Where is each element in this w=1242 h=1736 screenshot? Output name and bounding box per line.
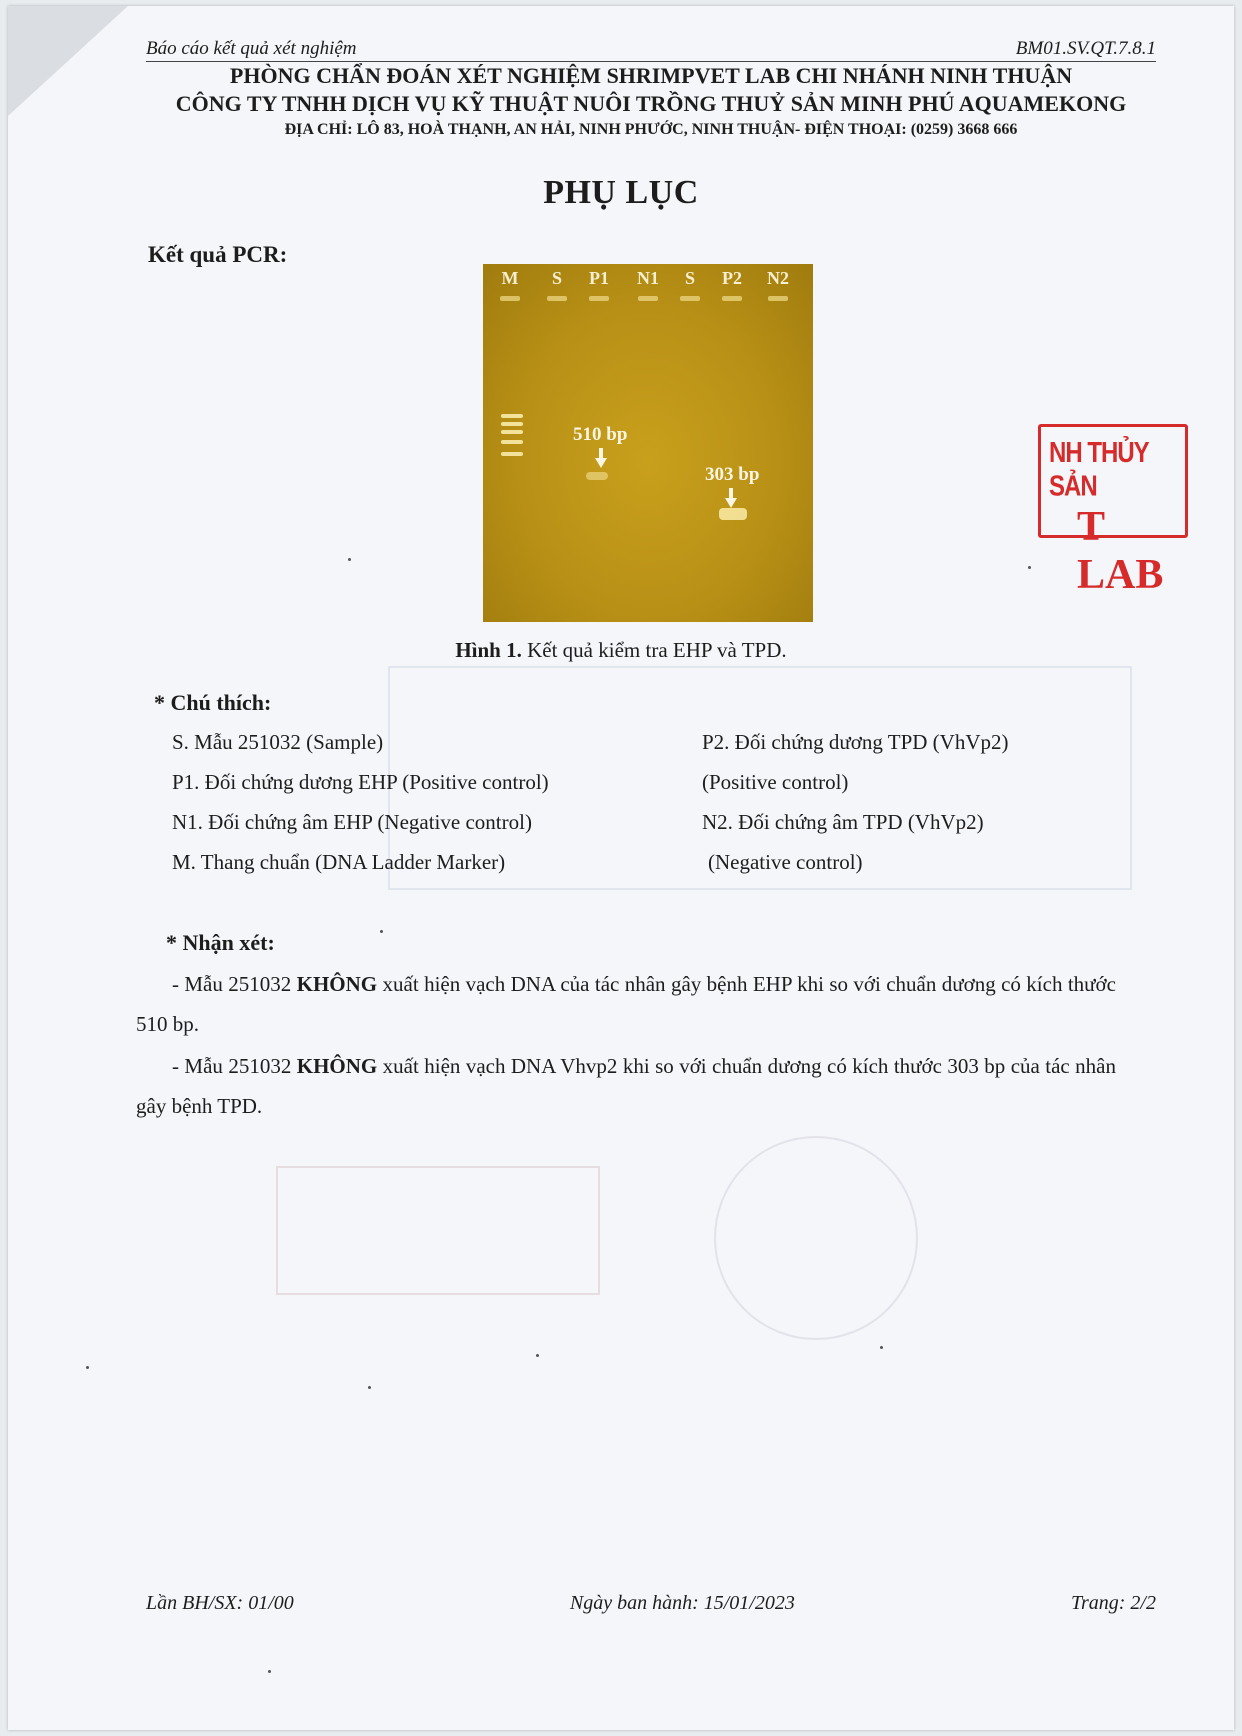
lane-label-m: M [501,268,519,288]
band-510 [586,472,608,480]
scan-speck [348,558,351,561]
remarks-title: * Nhận xét: [166,930,275,955]
remark-ehp-prefix: - Mẫu 251032 [172,972,297,996]
scan-speck [1028,566,1031,569]
gel-well [589,296,609,301]
scan-speck [536,1354,539,1357]
ladder-band [501,414,523,418]
arrow-down-icon [725,498,737,508]
pcr-gel-image [483,264,813,622]
band-303 [719,508,747,520]
lane-label-s2: S [684,268,695,288]
band-label-510: 510 bp [573,424,628,445]
remark-tpd-text: xuất hiện vạch DNA Vhvp2 khi so với chuẩn dương có kích thước 303 bp của tác nhân gây bệnh TPD. [136,1054,1116,1118]
legend-item-n2-note: (Negative control) [708,850,863,874]
ladder-band [501,430,523,434]
remark-ehp [136,964,1116,1044]
lab-stamp [1038,424,1188,598]
stamp-bottom-text: T LAB [1077,504,1164,598]
legend-item-p2: P2. Đối chứng dương TPD (VhVp2) [702,730,1009,754]
legend-item-p1: P1. Đối chứng dương EHP (Positive control) [172,770,549,794]
gel-well [638,296,658,301]
figure-caption [8,638,1234,663]
gel-well [500,296,520,301]
scan-speck [86,1366,89,1369]
gel-well [768,296,788,301]
pcr-section-label: Kết quả PCR: [148,242,288,267]
arrow-303-shaft [729,488,733,498]
ladder-band [501,452,523,456]
lane-label-p1: P1 [589,268,609,288]
remark-tpd-prefix: - Mẫu 251032 [172,1054,297,1078]
remark-tpd [136,1046,1116,1126]
document-page [8,6,1234,1730]
legend-item-marker: M. Thang chuẩn (DNA Ladder Marker) [172,850,506,874]
address-line: ĐỊA CHỈ: LÔ 83, HOÀ THẠNH, AN HẢI, NINH PHƯỚC, NINH THUẬN- ĐIỆN THOẠI: (0259) 3668 666 [284,121,1018,138]
arrow-down-icon [595,458,607,468]
scan-speck [880,1346,883,1349]
lane-label-s1: S [551,268,562,288]
arrow-510-shaft [599,448,603,458]
lab-name: PHÒNG CHẨN ĐOÁN XÉT NGHIỆM SHRIMPVET LAB CHI NHÁNH NINH THUẬN [229,63,1073,88]
bleed-through-stamp [276,1166,600,1295]
remark-tpd-emphasis: KHÔNG [296,1054,378,1078]
gel-well [722,296,742,301]
ladder-band [501,422,523,426]
footer-issue: Lần BH/SX: 01/00 [146,1592,294,1614]
header-top-row [146,38,1156,62]
page-corner-fold [8,6,128,116]
remark-ehp-text: xuất hiện vạch DNA của tác nhân gây bệnh EHP khi so với chuẩn dương có kích thước 510 bp. [136,972,1116,1036]
lane-label-n1: N1 [637,268,659,288]
scan-speck [380,930,383,933]
footer-date: Ngày ban hành: 15/01/2023 [569,1592,795,1614]
page-title: PHỤ LỤC [543,174,699,211]
caption-text: Kết quả kiểm tra EHP và TPD. [521,638,787,662]
doc-type-label: Báo cáo kết quả xét nghiệm [146,38,357,59]
band-label-303: 303 bp [705,464,760,485]
footer-page: Trang: 2/2 [1070,1592,1156,1614]
remark-ehp-emphasis: KHÔNG [296,972,378,996]
legend-title: * Chú thích: [154,690,272,715]
lane-label-n2: N2 [767,268,789,288]
gel-well [547,296,567,301]
legend-item-n1: N1. Đối chứng âm EHP (Negative control) [172,810,532,834]
form-code: BM01.SV.QT.7.8.1 [1015,38,1156,59]
legend-item-n2: N2. Đối chứng âm TPD (VhVp2) [702,810,984,834]
document-footer [146,1592,1156,1615]
ladder-band [501,440,523,444]
bleed-through-seal [714,1136,918,1340]
legend-item-sample: S. Mẫu 251032 (Sample) [172,730,384,754]
stamp-top-text: NH THỦY SẢN [1049,436,1149,503]
lane-label-p2: P2 [722,268,742,288]
document-header [146,38,1156,142]
caption-label: Hình 1. [455,638,522,662]
company-name: CÔNG TY TNHH DỊCH VỤ KỸ THUẬT NUÔI TRỒNG THUỶ SẢN MINH PHÚ AQUAMEKONG [175,91,1127,116]
scan-speck [268,1670,271,1673]
gel-well [680,296,700,301]
scan-speck [368,1386,371,1389]
legend-item-p2-note: (Positive control) [702,770,849,794]
